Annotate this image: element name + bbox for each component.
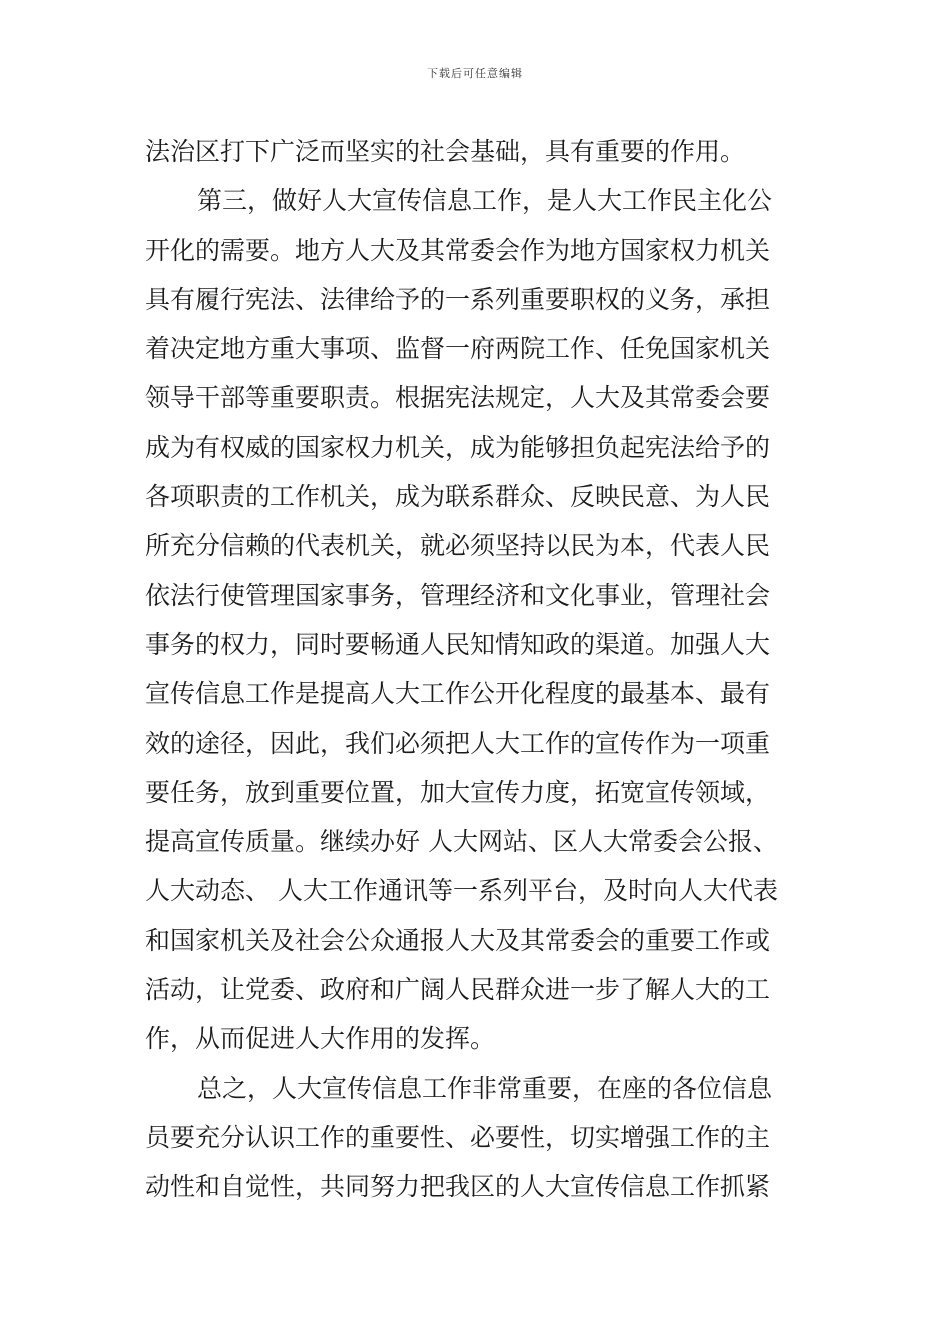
text-line: 和国家机关及社会公众通报人大及其常委会的重要工作或: [145, 925, 771, 955]
text-line: 着决定地方重大事项、监督一府两院工作、任免国家机关: [145, 334, 771, 364]
text-line: 要任务，放到重要位置，加大宣传力度，拓宽宣传领域，: [145, 777, 771, 807]
text-line: 活动，让党委、政府和广阔人民群众进一步了解人大的工: [145, 975, 771, 1005]
text-line: 成为有权威的国家权力机关，成为能够担负起宪法给予的: [145, 432, 771, 462]
text-line: 所充分信赖的代表机关，就必须坚持以民为本，代表人民: [145, 531, 771, 561]
text-line: 依法行使管理国家事务，管理经济和文化事业，管理社会: [145, 580, 771, 610]
text-line: 领导干部等重要职责。根据宪法规定，人大及其常委会要: [145, 383, 771, 413]
text-line: 总之，人大宣传信息工作非常重要，在座的各位信息: [197, 1073, 773, 1103]
text-line: 事务的权力，同时要畅通人民知情知政的渠道。加强人大: [145, 629, 771, 659]
text-line: 动性和自觉性，共同努力把我区的人大宣传信息工作抓紧: [145, 1172, 771, 1202]
text-line: 效的途径，因此，我们必须把人大工作的宣传作为一项重: [145, 728, 771, 758]
text-line: 提高宣传质量。继续办好 人大网站、区人大常委会公报、: [145, 827, 778, 857]
text-line: 员要充分认识工作的重要性、必要性，切实增强工作的主: [145, 1122, 771, 1152]
text-line: 各项职责的工作机关，成为联系群众、反映民意、为人民: [145, 482, 771, 512]
document-body: [145, 127, 807, 1212]
text-line: 开化的需要。地方人大及其常委会作为地方国家权力机关: [145, 235, 771, 265]
text-line: 宣传信息工作是提高人大工作公开化程度的最基本、最有: [145, 679, 771, 709]
text-line: 作，从而促进人大作用的发挥。: [145, 1024, 496, 1054]
text-line: 具有履行宪法、法律给予的一系列重要职权的义务，承担: [145, 284, 771, 314]
page-header-note: 下载后可任意编辑: [427, 67, 523, 80]
text-line: 人大动态、 人大工作通讯等一系列平台，及时向人大代表: [145, 876, 778, 906]
text-line: 法治区打下广泛而坚实的社会基础，具有重要的作用。: [145, 137, 746, 166]
text-line: 第三，做好人大宣传信息工作，是人大工作民主化公: [197, 186, 773, 216]
